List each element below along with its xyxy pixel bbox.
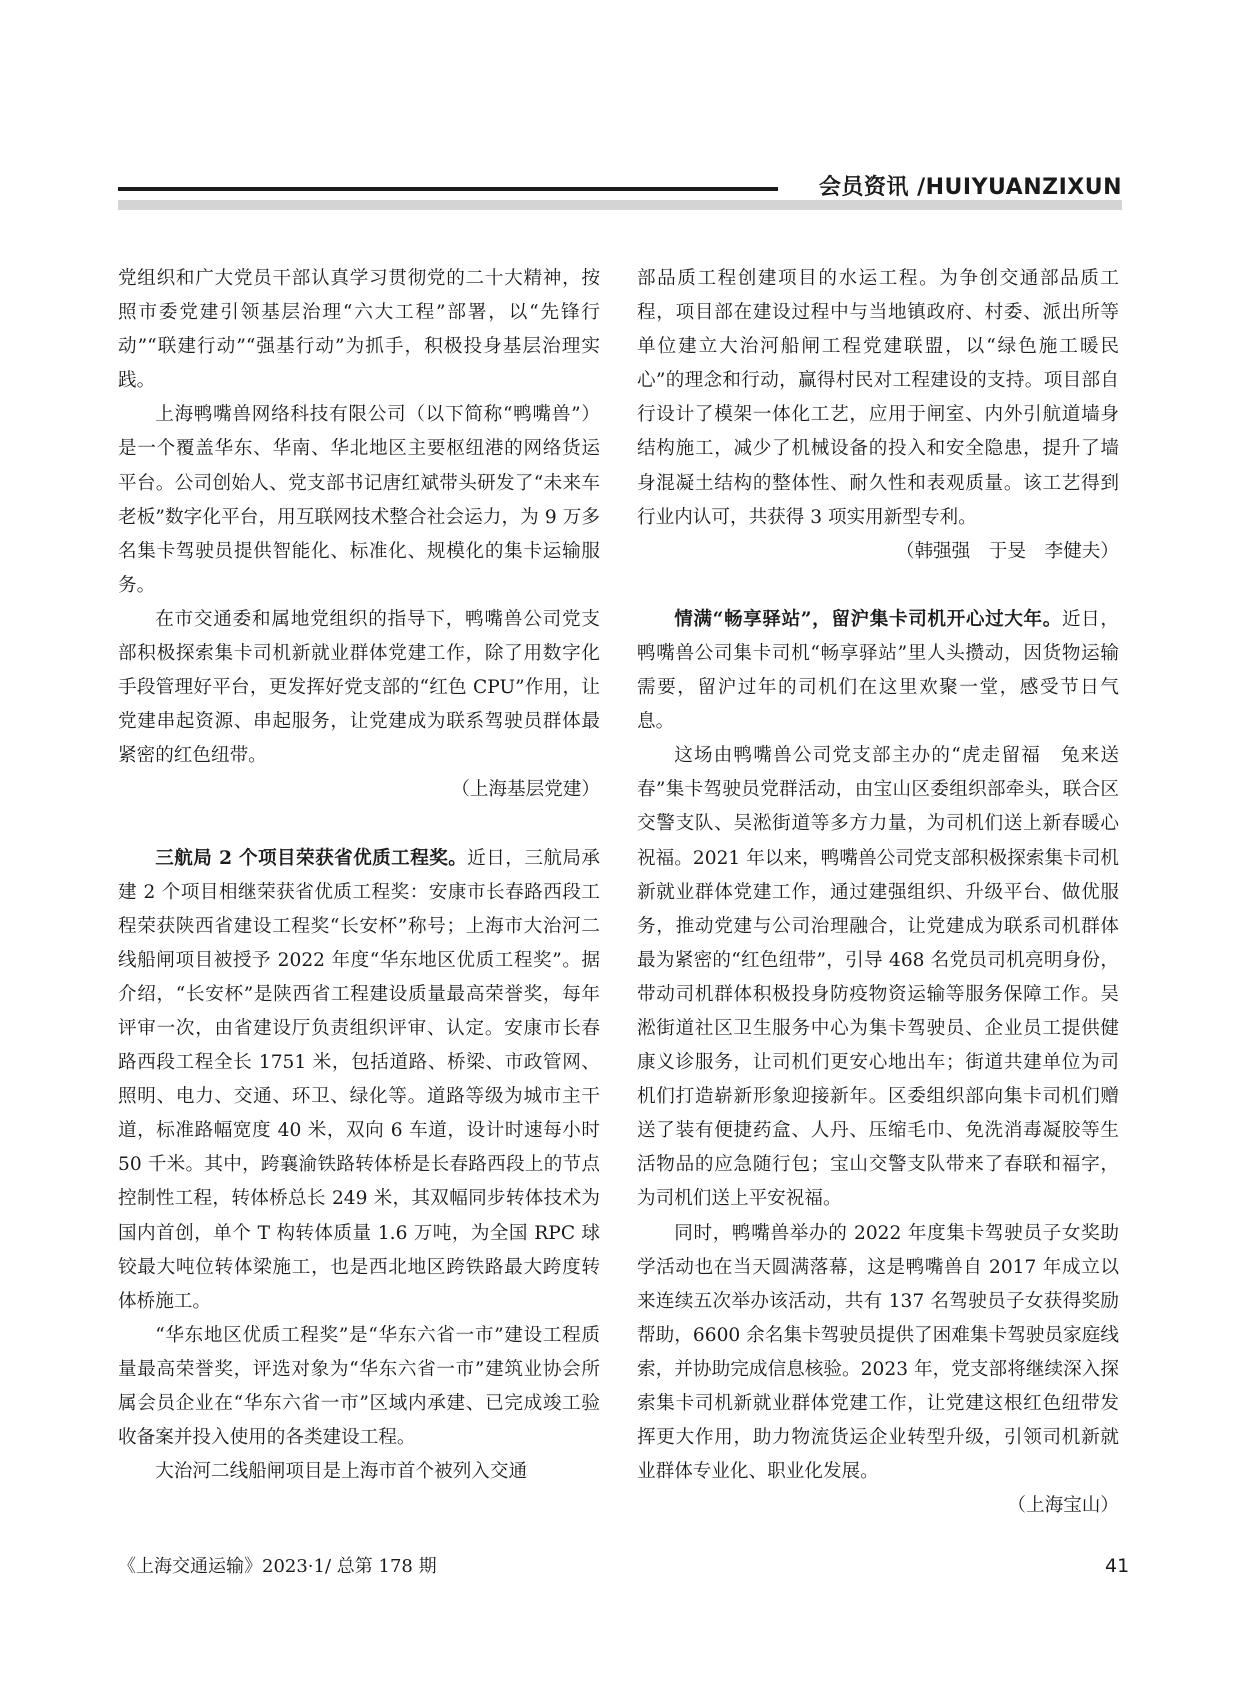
article-paragraph [118, 842, 600, 1319]
page-number: 41 [1105, 1555, 1130, 1577]
paragraph: 党组织和广大党员干部认真学习贯彻党的二十大精神，按照市委党建引领基层治理“六大工程”部署，以“先锋行动”“联建行动”“强基行动”为抓手，积极投身基层治理实践。 [118, 268, 600, 392]
article-headline: 情满“畅享驿站”，留沪集卡司机开心过大年。 [674, 608, 1062, 630]
source-credit: （韩强强 于旻 李健夫） [895, 540, 1119, 562]
article-paragraph [637, 603, 1119, 739]
section-title: 会员资讯 /HUIYUANZIXUN [818, 175, 1122, 200]
paragraph: 上海鸭嘴兽网络科技有限公司（以下简称“鸭嘴兽”）是一个覆盖华东、华南、华北地区主要枢纽港的网络货运平台。公司创始人、党支部书记唐红斌带头研发了“未来车老板”数字化平台，用互联网技术整合社会运力，为 9 万多名集卡驾驶员提供智能化、标准化、规模化的集卡运输服务。 [118, 404, 600, 596]
spacer [118, 808, 600, 842]
header-shade-bar [118, 200, 1122, 210]
spacer [637, 569, 1119, 603]
left-column [118, 262, 600, 1489]
right-column [637, 262, 1119, 1523]
paragraph: “华东地区优质工程奖”是“华东六省一市”建设工程质量最高荣誉奖，评选对象为“华东六省一市”建筑业协会所属会员企业在“华东六省一市”区域内承建、已完成竣工验收备案并投入使用的各类建设工程。 [118, 1324, 600, 1449]
article-text: 近日，鸭嘴兽公司集卡司机“畅享驿站”里人头攒动，因货物运输需要，留沪过年的司机们在这里欢聚一堂，感受节日气息。 [637, 608, 1119, 733]
paragraph: 在市交通委和属地党组织的指导下，鸭嘴兽公司党支部积极探索集卡司机新就业群体党建工作，除了用数字化手段管理好平台，更发挥好党支部的“红色 CPU”作用，让党建串起资源、串起服务，让党建成为联系驾驶员群体最紧密的红色纽带。 [118, 608, 600, 767]
header-rule [118, 187, 778, 191]
article-headline: 三航局 2 个项目荣获省优质工程奖。 [155, 847, 468, 869]
article-text: 近日，三航局承建 2 个项目相继荣获省优质工程奖：安康市长春路西段工程荣获陕西省建设工程奖“长安杯”称号；上海市大治河二线船闸项目被授予 2022 年度“华东地区优质工程奖”。据介绍，“长安杯”是陕西省工程建设质量最高荣誉奖，每年评审一次，由省建设厅负责组织评审、认定。安康市长春路西段工程全长 1751 米，包括道路、桥梁、市政管网、照明、电力、交通、环卫、绿化等。道路等级为城市主干道，标准路幅宽度 40 米，双向 6 车道，设计时速每小时 50 千米。其中，跨襄渝铁路转体桥是长春路西段上的节点控制性工程，转体桥总长 249 米，其双幅同步转体技术为国内首创，单个 T 构转体质量 1.6 万吨，为全国 RPC 球铰最大吨位转体梁施工，也是西北地区跨铁路最大跨度转体桥施工。 [118, 847, 600, 1312]
journal-footer: 《上海交通运输》2023·1/ 总第 178 期 [118, 1556, 437, 1577]
paragraph: 这场由鸭嘴兽公司党支部主办的“虎走留福 兔来送春”集卡驾驶员党群活动，由宝山区委组织部牵头，联合区交警支队、吴淞街道等多方力量，为司机们送上新春暖心祝福。2021 年以来，鸭嘴兽公司党支部积极探索集卡司机新就业群体党建工作，通过建强组织、升级平台、做优服务，推动党建与公司治理融合，让党建成为联系司机群体最为紧密的“红色纽带”，引导 468 名党员司机亮明身份，带动司机群体积极投身防疫物资运输等服务保障工作。吴淞街道社区卫生服务中心为集卡驾驶员、企业员工提供健康义诊服务，让司机们更安心地出车；街道共建单位为司机们打造崭新形象迎接新年。区委组织部向集卡司机们赠送了装有便捷药盒、人丹、压缩毛巾、免洗消毒凝胶等生活物品的应急随行包；宝山交警支队带来了春联和福字，为司机们送上平安祝福。 [637, 745, 1119, 1210]
paragraph: 大治河二线船闸项目是上海市首个被列入交通 [155, 1461, 528, 1483]
paragraph: 部品质工程创建项目的水运工程。为争创交通部品质工程，项目部在建设过程中与当地镇政府、村委、派出所等单位建立大治河船闸工程党建联盟，以“绿色施工暖民心”的理念和行动，赢得村民对工程建设的支持。项目部自行设计了模架一体化工艺，应用于闸室、内外引航道墙身结构施工，减少了机械设备的投入和安全隐患，提升了墙身混凝土结构的整体性、耐久性和表观质量。该工艺得到行业内认可，共获得 3 项实用新型专利。 [637, 268, 1119, 528]
source-credit: （上海宝山） [1007, 1495, 1119, 1517]
paragraph: 同时，鸭嘴兽举办的 2022 年度集卡驾驶员子女奖助学活动也在当天圆满落幕，这是鸭嘴兽自 2017 年成立以来连续五次举办该活动，共有 137 名驾驶员子女获得奖励帮助，6600 余名集卡驾驶员提供了困难集卡驾驶员家庭线索，并协助完成信息核验。2023 年，党支部将继续深入探索集卡司机新就业群体党建工作，让党建这根红色纽带发挥更大作用，助力物流货运企业转型升级，引领司机新就业群体专业化、职业化发展。 [637, 1222, 1119, 1483]
source-credit: （上海基层党建） [451, 779, 600, 801]
